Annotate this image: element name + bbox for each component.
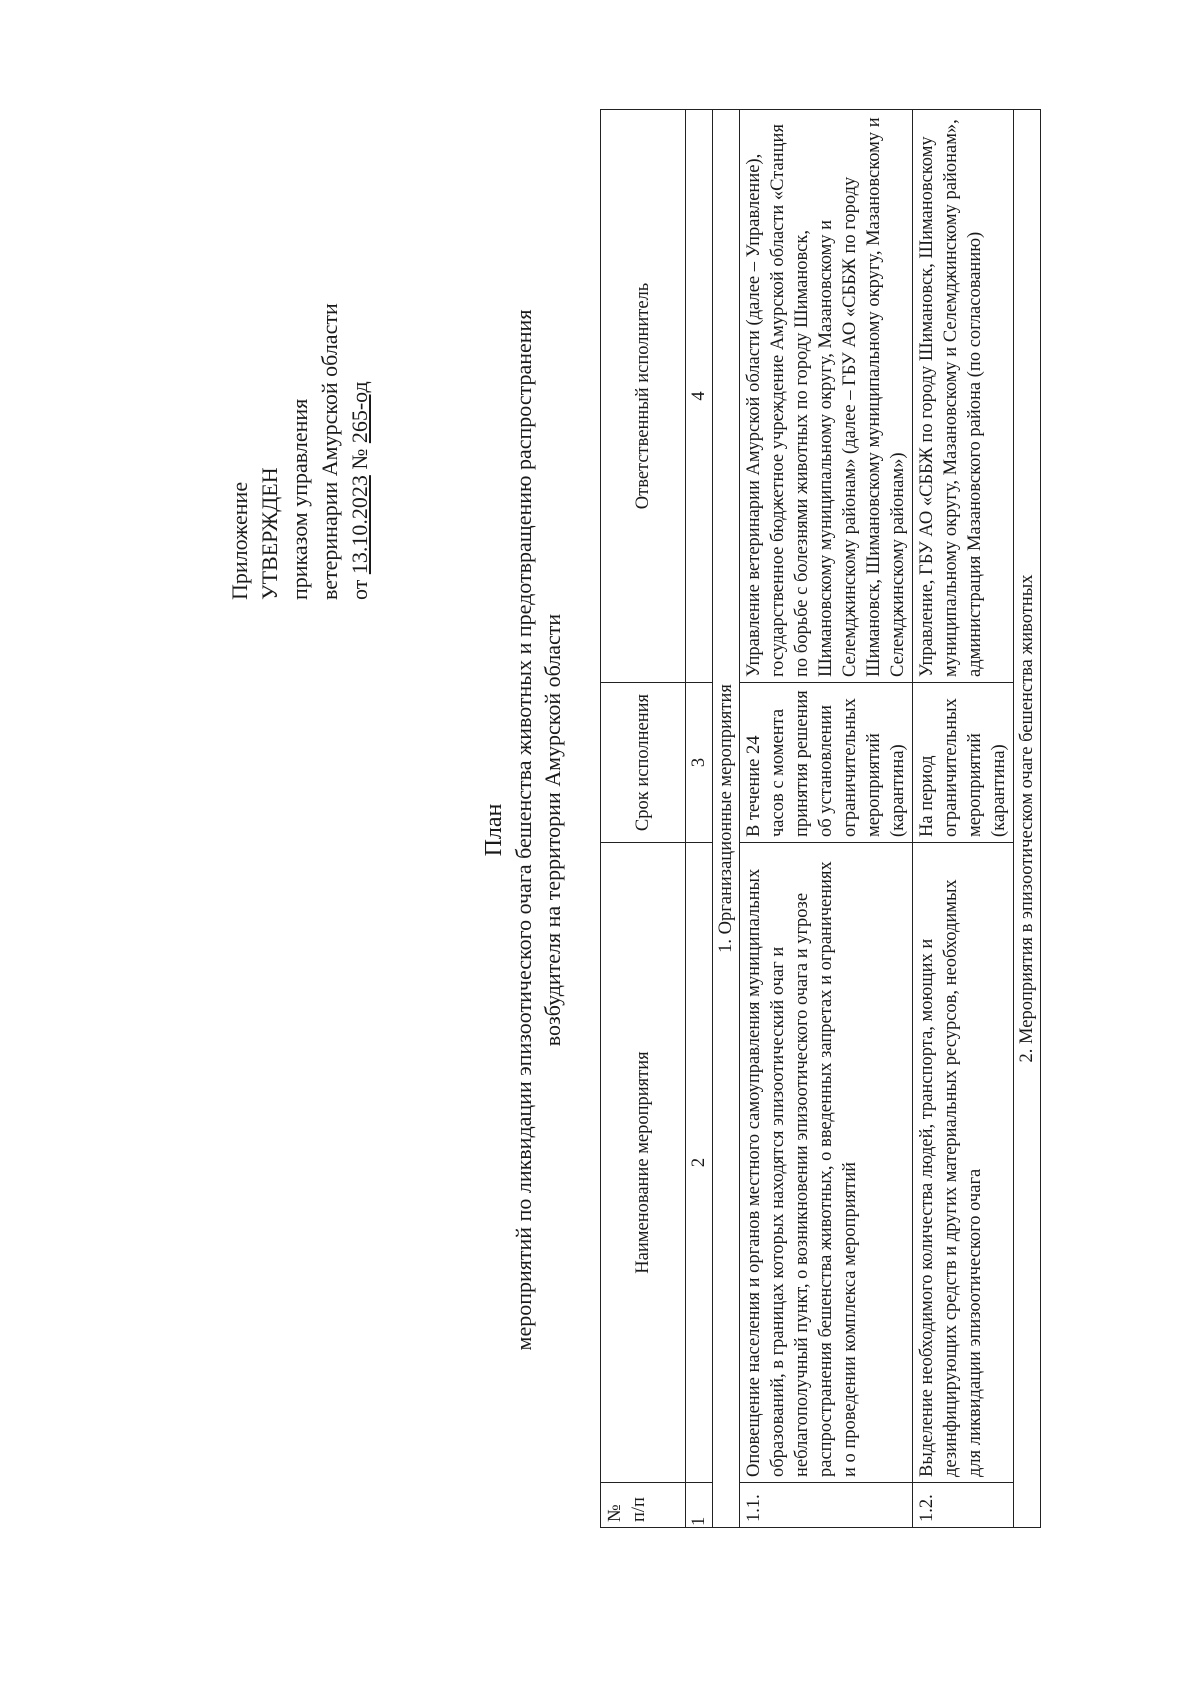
table-row — [740, 110, 913, 1528]
document-title — [480, 50, 567, 1610]
approval-number-sign: № — [347, 448, 372, 470]
approval-from: от — [347, 579, 372, 600]
column-number: 1 — [686, 1483, 713, 1528]
row-term: В течение 24 часов с момента принятия решения об установлении ограничительных мероприятий (карантина) — [740, 683, 913, 843]
approval-line-department: ветеринарии Амурской области — [317, 303, 342, 600]
title-line-1: мероприятий по ликвидации эпизоотического очага бешенства животных и предотвращению распространения — [511, 309, 536, 1351]
title-main: План — [481, 803, 507, 857]
column-number: 2 — [686, 843, 713, 1483]
column-number: 4 — [686, 110, 713, 683]
approval-stamp — [225, 80, 375, 600]
header-term: Срок исполнения — [601, 683, 686, 843]
approval-number: 265-од — [347, 381, 372, 444]
column-number-row — [686, 110, 713, 1528]
row-name: Оповещение населения и органов местного самоуправления муниципальных образований, в границах которых находятся эпизоотический очаг и неблагополучный пункт, о возникновении эпизоотического очага и угрозе распространения бешенства животных, о введенных запретах и ограничениях и о проведении комплекса мероприятий — [740, 843, 913, 1483]
plan-table — [600, 109, 1041, 1528]
approval-date-line — [345, 80, 375, 600]
column-number: 3 — [686, 683, 713, 843]
section-title-1: 1. Организационные мероприятия — [713, 110, 740, 1528]
table-row — [913, 110, 1014, 1528]
section-row — [713, 110, 740, 1528]
section-title-2: 2. Мероприятия в эпизоотическом очаге бешенства животных — [1014, 110, 1041, 1528]
approval-date: 13.10.2023 — [347, 475, 372, 575]
rotated-page — [70, 50, 1110, 1610]
row-name: Выделение необходимого количества людей, транспорта, моющих и дезинфицирующих средств и других материальных ресурсов, необходимых для ликвидации эпизоотического очага — [913, 843, 1014, 1483]
title-line-2: возбудителя на территории Амурской области — [540, 613, 565, 1047]
header-responsible: Ответственный исполнитель — [601, 110, 686, 683]
row-term: На период ограничительных мероприятий (карантина) — [913, 683, 1014, 843]
table-header-row — [601, 110, 686, 1528]
row-number: 1.2. — [913, 1483, 1014, 1528]
section-row — [1014, 110, 1041, 1528]
approval-line-order: приказом управления — [287, 398, 312, 600]
approval-line-approved: УТВЕРЖДЕН — [257, 467, 282, 600]
header-name: Наименование мероприятия — [601, 843, 686, 1483]
approval-line-appendix: Приложение — [227, 481, 252, 600]
row-responsible: Управление ветеринарии Амурской области (далее – Управление), государственное бюджетное учреждение Амурской области «Станция по борьбе с болезнями животных по городу Шимановск, Шимановскому муниципальному округу, Мазановскому и Селемджинскому районам» (далее – ГБУ АО «СББЖ по городу Шимановск, Шимановскому муниципальному округу, Мазановскому и Селемджинскому районам») — [740, 110, 913, 683]
row-responsible: Управление, ГБУ АО «СББЖ по городу Шимановск, Шимановскому муниципальному округу, Мазановскому и Селемджинскому районам», администрация Мазановского района (по согласованию) — [913, 110, 1014, 683]
row-number: 1.1. — [740, 1483, 913, 1528]
header-num: № п/п — [601, 1483, 686, 1528]
